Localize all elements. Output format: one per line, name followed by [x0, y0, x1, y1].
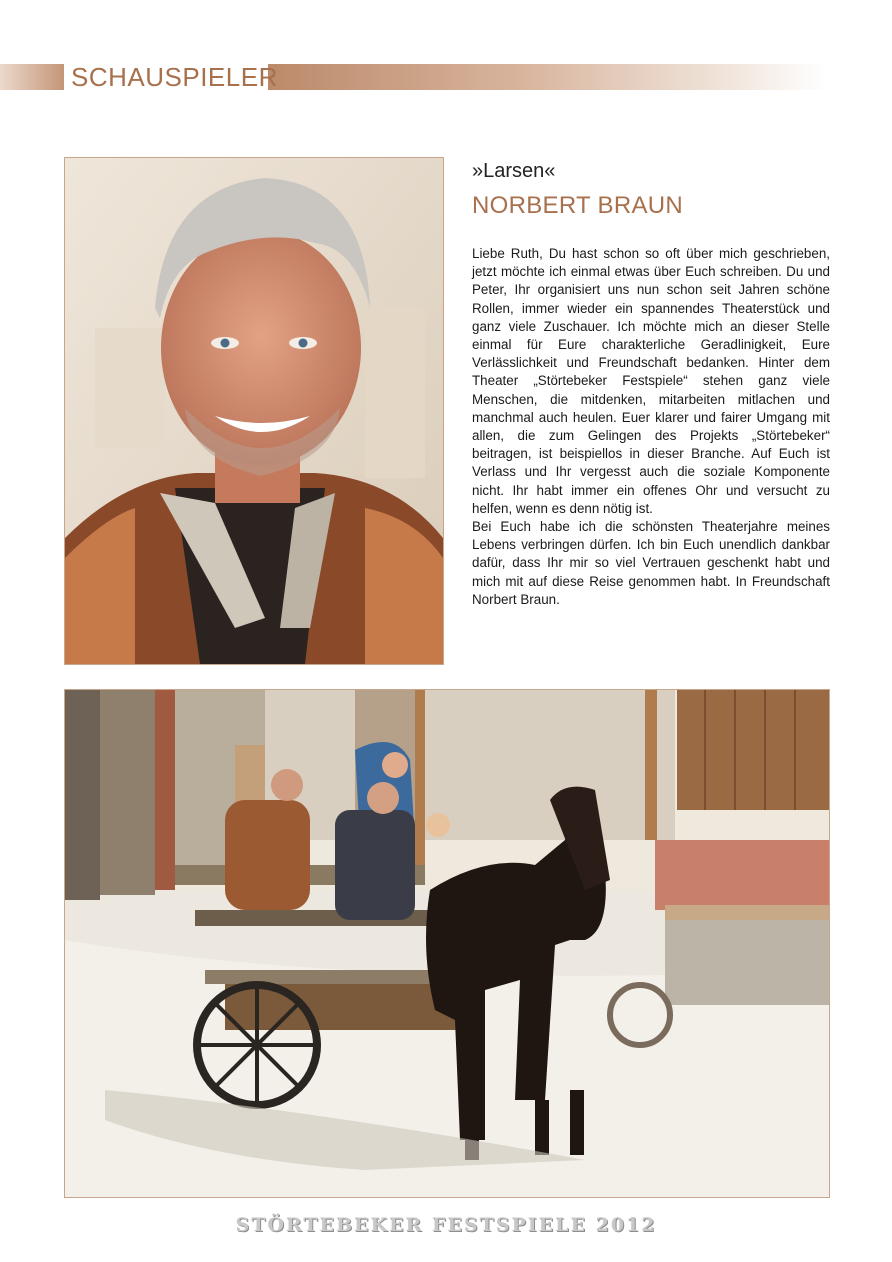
actor-bio [472, 245, 830, 609]
header-band-left [0, 64, 64, 90]
actor-name: NORBERT BRAUN [472, 192, 684, 219]
role-name: »Larsen« [472, 160, 556, 182]
horse-cart-scene-photo [64, 689, 830, 1198]
footer-festival-title: STÖRTEBEKER FESTSPIELE 2012 [235, 1214, 657, 1236]
bio-paragraph-1: Liebe Ruth, Du hast schon so oft über mich geschrieben, jetzt möchte ich einmal etwas über Euch schreiben. Du und Peter, Ihr organisiert uns nun schon seit Jahren schöne Rollen, immer wieder ein spannendes Theaterstück und ganz viele Zuschauer. Ich möchte mich an dieser Stelle einmal für Eure charakterliche Geradlinigkeit, Eure Verlässlichkeit und Freundschaft bedanken. Hinter dem Theater „Störtebeker Festspiele“ stehen ganz viele Menschen, die mitdenken, mitarbeiten mitlachen und manchmal auch heulen. Euer klarer und fairer Umgang mit allen, die zum Gelingen des Projekts „Störtebeker“ beitragen, ist beispiellos in dieser Branche. Auf Euch ist Verlass und Ihr vergesst auch die soziale Komponente nicht. Ihr habt immer ein offenes Ohr und versucht zu helfen, wenn es denn nötig ist. [472, 246, 830, 516]
actor-portrait-photo [64, 157, 444, 665]
header-band-right [268, 64, 828, 90]
bio-paragraph-2: Bei Euch habe ich die schönsten Theaterjahre meines Lebens verbringen dürfen. Ich bin Euch unendlich dankbar dafür, dass Ihr mir so viel Vertrauen geschenkt habt und mich mit auf diese Reise genommen habt. In Freundschaft Norbert Braun. [472, 519, 830, 607]
section-title: SCHAUSPIELER [71, 62, 278, 92]
